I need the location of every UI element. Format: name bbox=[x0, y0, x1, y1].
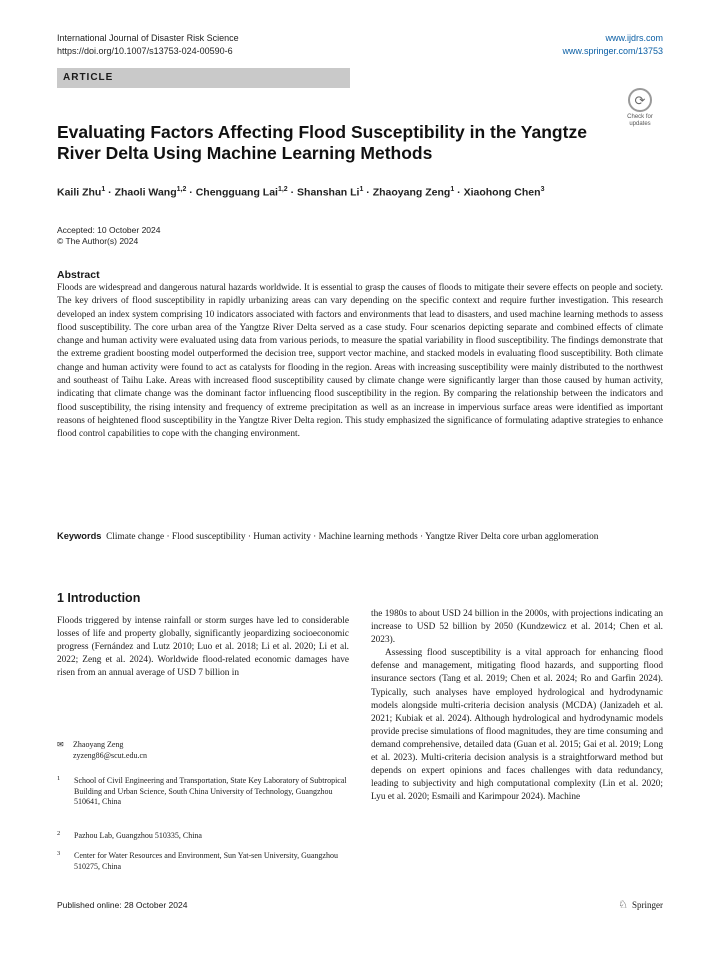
keywords-block bbox=[57, 530, 663, 544]
springer-horse-icon: ♘ bbox=[618, 899, 628, 911]
affiliation-number: 1 bbox=[57, 775, 61, 782]
intro-paragraph-2: Assessing flood susceptibility is a vital approach for enhancing flood defense and management, mitigating flood hazards, and supporting flood insurance sectors (Tang et al. 2019; Chen et al. 2024; Ro and Garfin 2024). Typically, such analyses have employed hydrological and hydrodynamic models alongside multi-criteria decision analysis (MCDA) (Janizadeh et al. 2021; Kubiak et al. 2024). Although hydrological and hydrodynamic models provide precise simulations of flood magnitudes, they are time consuming and demand comprehensive, detailed data (Guan et al. 2015; Gai et al. 2019; Long et al. 2023). Multi-criteria decision analysis is a straightforward method but depends on expert opinions and faces challenges with data redundancy, leading to subjectivity and high computational complexity (Lin et al. 2020; Lyu et al. 2020; Esmaili and Karimpour 2024). Machine bbox=[371, 648, 663, 803]
check-badge-line2: updates bbox=[629, 121, 651, 127]
check-updates-icon: ⟳ bbox=[628, 88, 652, 112]
right-column bbox=[371, 608, 663, 804]
author[interactable]: Zhaoyang Zeng bbox=[372, 186, 451, 199]
keywords-label: Keywords bbox=[57, 531, 102, 541]
springer-link[interactable]: www.springer.com/13753 bbox=[562, 45, 663, 56]
affiliation-3 bbox=[57, 851, 349, 872]
correspondence-block bbox=[57, 740, 349, 761]
corresponding-author: Zhaoyang Zeng bbox=[73, 740, 124, 749]
intro-paragraph-1: Floods triggered by intense rainfall or storm surges have led to considerable losses of life and property globally, significantly jeopardizing socioeconomic progress (Fernández and Lutz 2010; Luo et al. 2018; Li et al. 2020; Li et al. 2022; Zeng et al. 2024). Worldwide flood-related economic damages have risen from an annual average of USD 7 billion in bbox=[57, 616, 349, 679]
author[interactable]: Chengguang Lai bbox=[195, 186, 278, 199]
journal-name: International Journal of Disaster Risk Science bbox=[57, 33, 239, 43]
author[interactable]: Zhaoli Wang bbox=[114, 186, 177, 199]
accepted-date: Accepted: 10 October 2024 bbox=[57, 225, 161, 235]
affiliation-2 bbox=[57, 831, 349, 842]
author[interactable]: Shanshan Li bbox=[297, 186, 360, 199]
author-affiliation-marker: 3 bbox=[540, 186, 545, 193]
author-affiliation-marker: 1 bbox=[450, 186, 455, 193]
ijdrs-link[interactable]: www.ijdrs.com bbox=[605, 33, 663, 43]
affiliation-number: 3 bbox=[57, 850, 61, 857]
paper-title: Evaluating Factors Affecting Flood Susceptibility in the Yangtze River Delta Using Machine Learning Methods bbox=[57, 122, 587, 163]
corresponding-email[interactable]: zyzeng86@scut.edu.cn bbox=[73, 750, 148, 760]
affiliation-text: Pazhou Lab, Guangzhou 510335, China bbox=[74, 831, 202, 840]
doi-link[interactable]: https://doi.org/10.1007/s13753-024-00590-6 bbox=[57, 45, 233, 56]
affiliation-number: 2 bbox=[57, 830, 61, 837]
author-list: Kaili Zhu$^1$ · Zhaoli Wang$^{1,2}$ · Chengguang Lai$^{1,2}$ · Shanshan $Li^1$ · Zhaoyang Zeng$^1$ · Xiaohong Chen$^3$ bbox=[57, 186, 545, 199]
journal-websites bbox=[562, 32, 663, 57]
affiliation-text: Center for Water Resources and Environment, Sun Yat-sen University, Guangzhou 510275, China bbox=[74, 851, 338, 871]
published-online-date: Published online: 28 October 2024 bbox=[57, 900, 188, 910]
author[interactable]: Xiaohong Chen bbox=[463, 186, 541, 199]
author-affiliation-marker: 1 bbox=[101, 186, 106, 193]
affiliation-text: School of Civil Engineering and Transportation, State Key Laboratory of Subtropical Building and Urban Science, South China University of Technology, Guangzhou 510641, China bbox=[74, 776, 347, 806]
publisher-name: Springer bbox=[632, 899, 663, 910]
check-badge-line1: Check for bbox=[627, 114, 653, 120]
copyright-line: © The Author(s) 2024 bbox=[57, 236, 139, 246]
article-dates bbox=[57, 225, 161, 247]
intro-paragraph-1-continued: the 1980s to about USD 24 billion in the 2000s, with projections indicating an increase to USD 52 billion by 2050 (Kundzewicz et al. 2014; Chen et al. 2023). bbox=[371, 609, 663, 646]
article-type-bar: ARTICLE bbox=[57, 68, 350, 88]
author-affiliation-marker: 1,2 bbox=[277, 186, 288, 193]
abstract-text: Floods are widespread and dangerous natural hazards worldwide. It is essential to grasp the causes of floods to mitigate their severe effects on people and society. The key drivers of flood susceptibility in rapidly urbanizing areas can vary depending on the specific context and require further investigation. This research developed an index system comprising 10 indicators associated with factors and environments that lead to disasters, and used machine learning methods to assess flood susceptibility. The core urban area of the Yangtze River Delta served as a case study. Four scenarios depicting separate and combined effects of climate change and human activity were evaluated using data from various periods, to measure the spatial variability in flood susceptibility. The findings demonstrate that the extreme gradient boosting model outperformed the decision tree, support vector machine, and stacked models in evaluating flood susceptibility. Both climate change and human activity were found to act as catalysts for flooding in the region. Areas with increasing susceptibility were mainly distributed to the northwest and southeast of Taihu Lake. Areas with increased flood susceptibility caused by climate change were significantly larger than those caused by human activity, indicating that climate change was the dominant factor influencing flood susceptibility in the region. By comparing the relationship between the indicators and flood susceptibility, the rising intensity and frequency of extreme precipitation as well as an increase in impervious surface areas were identified as important reasons of heightened flood susceptibility in the Yangtze River Delta region. This study emphasized the significance of formulating adaptive strategies to enhance flood control capabilities to cope with the changing environment. bbox=[57, 283, 663, 440]
journal-header bbox=[57, 32, 239, 57]
publisher-logo bbox=[618, 898, 663, 911]
affiliation-1 bbox=[57, 776, 349, 808]
section-heading-introduction: 1 Introduction bbox=[57, 591, 141, 605]
check-for-updates-badge[interactable] bbox=[620, 88, 660, 130]
envelope-icon: ✉ bbox=[57, 740, 64, 749]
author-affiliation-marker: 1 bbox=[359, 186, 364, 193]
keywords-text: Climate change · Flood susceptibility · Human activity · Machine learning methods · Yangtze River Delta core urban agglomeration bbox=[106, 532, 599, 542]
abstract-heading: Abstract bbox=[57, 269, 100, 281]
author-affiliation-marker: 1,2 bbox=[176, 186, 187, 193]
author[interactable]: Kaili Zhu bbox=[57, 186, 102, 199]
left-column bbox=[57, 591, 349, 680]
